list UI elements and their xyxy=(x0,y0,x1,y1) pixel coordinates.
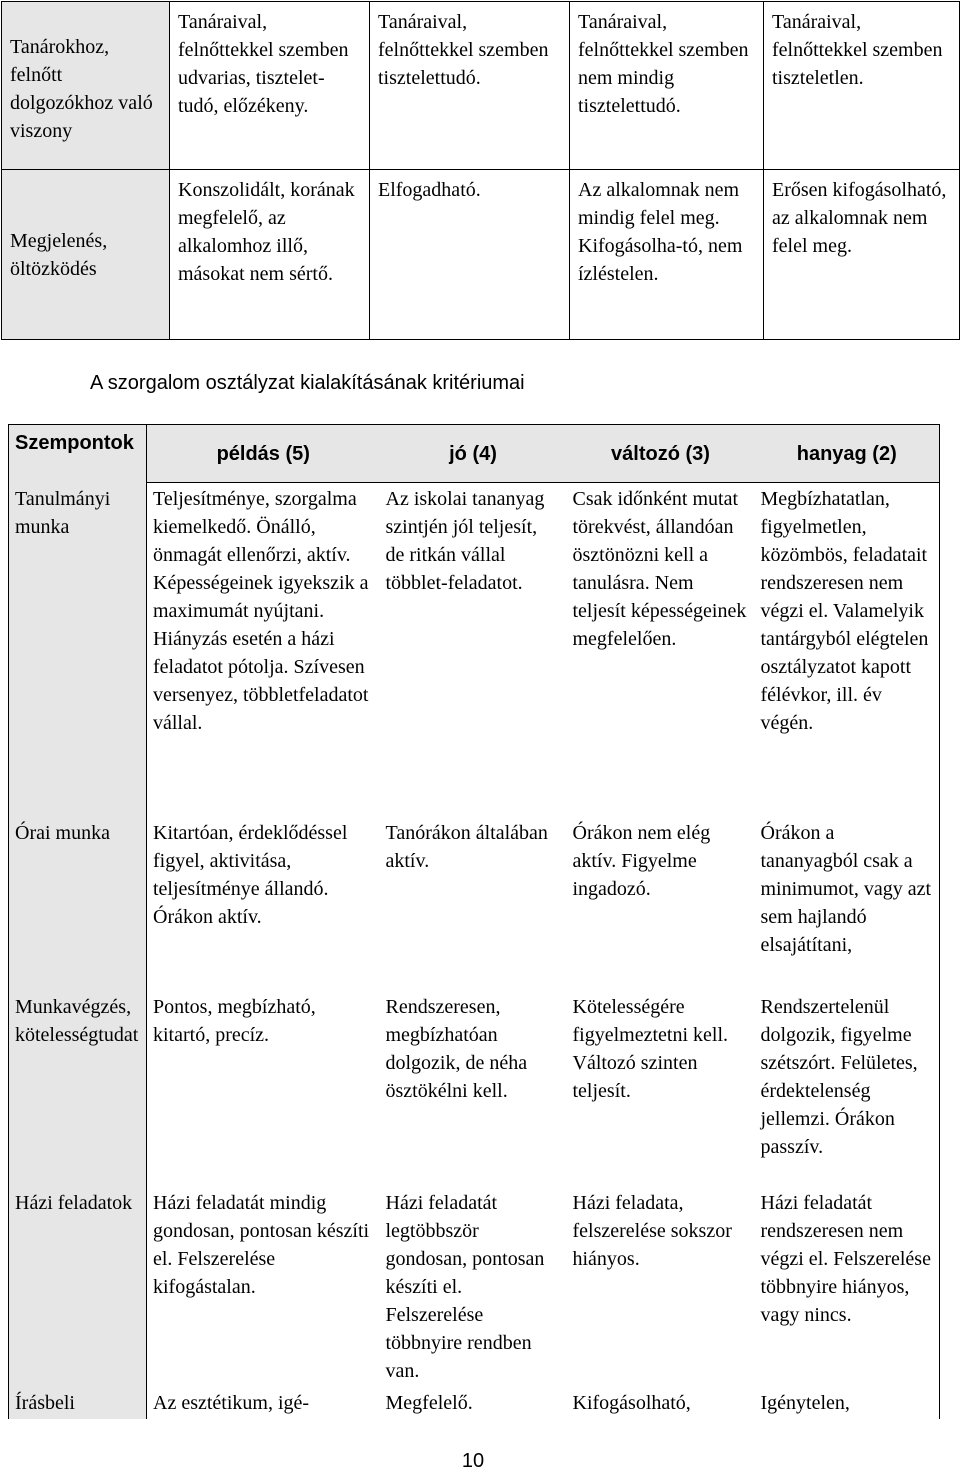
table-cell: Órákon a tananyagból csak a minimumot, vagy azt sem hajlandó elsajátítani, xyxy=(755,817,940,991)
table-cell: Kötelességére figyelmeztetni kell. Változó szinten teljesít. xyxy=(572,995,728,1102)
row-label: Írásbeli xyxy=(9,1387,147,1419)
table-cell: Igénytelen, xyxy=(755,1387,940,1419)
table-row xyxy=(9,817,940,991)
table-row xyxy=(9,991,940,1187)
table-cell: Pontos, megbízható, kitartó, precíz. xyxy=(153,995,316,1046)
diligence-criteria-table xyxy=(8,424,940,1419)
row-label: Tanárokhoz, felnőtt dolgozókhoz való viszony xyxy=(2,2,170,170)
table-cell: Az alkalomnak nem mindig felel meg. Kifogásolha-tó, nem ízléstelen. xyxy=(570,170,764,340)
table-cell: Kifogásolható, xyxy=(572,1391,691,1414)
grade-header-5: példás (5) xyxy=(147,425,380,483)
grade-header-2: hanyag (2) xyxy=(755,425,940,483)
table-cell: Teljesítménye, szorgalma kiemelkedő. Önálló, önmagát ellenőrzi, aktív. Képességeinek igyekszik a maximumát nyújtani. Hiányzás esetén a házi feladatot pótolja. Szívesen versenyez, többletfeladatot vállal. xyxy=(153,488,369,734)
table-row xyxy=(9,483,940,817)
table-cell: Csak időnként mutat törekvést, állandóan ösztönözni kell a tanulásra. Nem teljesít képességeinek megfelelően. xyxy=(572,488,747,650)
corner-header: Szempontok xyxy=(9,425,147,483)
row-label: Tanulmányi munka xyxy=(9,483,147,817)
grade-header-4: jó (4) xyxy=(380,425,567,483)
table-cell: Tanáraival, felnőttekkel szemben udvarias, tisztelet-tudó, előzékeny. xyxy=(170,2,370,170)
table-cell: Rendszeresen, megbízhatóan dolgozik, de néha ösztökélni kell. xyxy=(385,995,528,1102)
table-cell: Rendszertelenül dolgozik, figyelme szétszórt. Felületes, érdektelenség jellemzi. Órákon passzív. xyxy=(755,991,940,1187)
table-cell: Konszolidált, korának megfelelő, az alkalomhoz illő, másokat nem sértő. xyxy=(170,170,370,340)
header-row xyxy=(9,425,940,483)
table-row xyxy=(9,1387,940,1419)
table-cell: Az esztétikum, igé- xyxy=(153,1391,310,1414)
table-row xyxy=(2,2,960,170)
table-cell: Házi feladatát rendszeresen nem végzi el. Felszerelése többnyire hiányos, vagy nincs. xyxy=(755,1187,940,1387)
row-label: Házi feladatok xyxy=(9,1187,147,1387)
page-number: 10 xyxy=(461,1450,485,1472)
table-cell: Megbízhatatlan, figyelmetlen, közömbös, feladatait rendszeresen nem végzi el. Valamelyik tantárgyból elégtelen osztályzatot kapott félévkor, ill. év végén. xyxy=(755,483,940,817)
table-cell: Tanáraival, felnőttekkel szemben nem mindig tisztelettudó. xyxy=(570,2,764,170)
table-row xyxy=(9,1187,940,1387)
behavior-table xyxy=(1,1,960,340)
table-cell: Tanáraival, felnőttekkel szemben tisztelettudó. xyxy=(370,2,570,170)
table-cell: Erősen kifogásolható, az alkalomnak nem felel meg. xyxy=(764,170,960,340)
table-cell: Házi feladata, felszerelése sokszor hiányos. xyxy=(572,1191,732,1270)
table-cell: Házi feladatát mindig gondosan, pontosan készíti el. Felszerelése kifogástalan. xyxy=(153,1191,370,1298)
grade-header-3: változó (3) xyxy=(567,425,755,483)
table-cell: Megfelelő. xyxy=(385,1391,473,1414)
row-label: Megjelenés, öltözködés xyxy=(2,170,170,340)
table-cell: Házi feladatát legtöbbször gondosan, pontosan készíti el. Felszerelése többnyire rendben van. xyxy=(385,1191,545,1382)
table-cell: Kitartóan, érdeklődéssel figyel, aktivitása, teljesítménye állandó. Órákon aktív. xyxy=(153,821,348,928)
table-row xyxy=(2,170,960,340)
table-cell: Tanórákon általában aktív. xyxy=(385,821,548,872)
row-label: Munkavégzés, kötelességtudat xyxy=(9,991,147,1187)
table-caption: A szorgalom osztályzat kialakításának kritériumai xyxy=(90,372,525,394)
table-cell: Elfogadható. xyxy=(370,170,570,340)
table-cell: Tanáraival, felnőttekkel szemben tiszteletlen. xyxy=(764,2,960,170)
table-cell: Órákon nem elég aktív. Figyelme ingadozó. xyxy=(572,821,711,900)
row-label: Órai munka xyxy=(9,817,147,991)
table-cell: Az iskolai tananyag szintjén jól teljesít, de ritkán vállal többlet-feladatot. xyxy=(385,488,545,594)
